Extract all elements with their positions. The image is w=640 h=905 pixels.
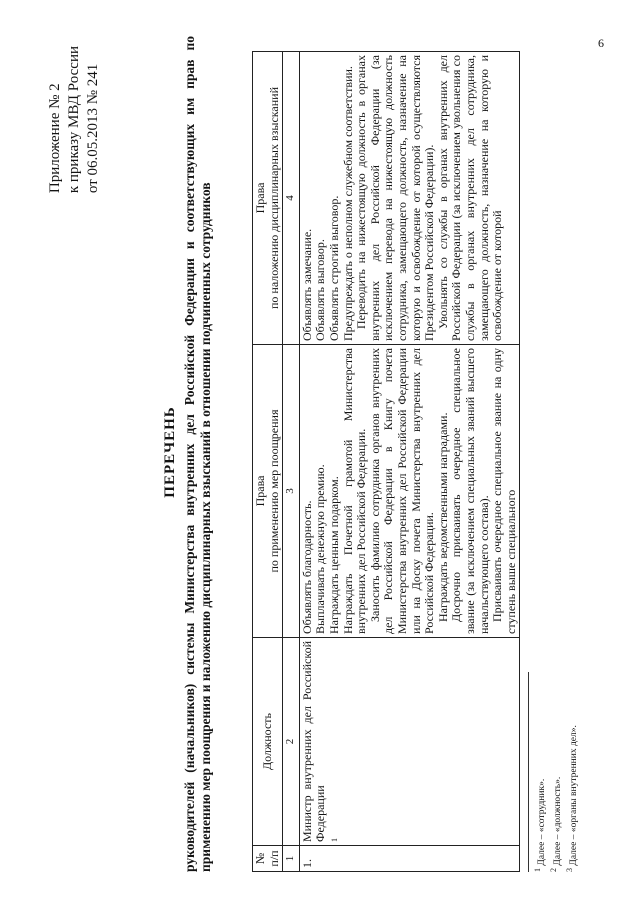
- header-penalties-title: Права: [253, 182, 267, 214]
- reward-item: Присваивать очередное специальное звание на одну ступень выше специального: [490, 348, 518, 634]
- reward-item: Награждать Почетной грамотой Министерства внутренних дел Российской Федерации.: [340, 348, 369, 634]
- footnote-ref: 1: [329, 838, 339, 842]
- footnotes: [528, 472, 580, 872]
- header-rewards-sub: по применению мер поощрения: [266, 409, 281, 573]
- reward-item: Досрочно присваивать очередное специальное звание (за исключением специальных званий высшего начальствующего состава).: [449, 348, 491, 634]
- annex-line-2: к приказу МВД России: [66, 46, 82, 194]
- footnote-3: $^3$ Далее – «органы внутренних дел».: [565, 725, 580, 872]
- penalty-item: Объявлять выговор.: [313, 239, 328, 341]
- table-header-row: [253, 52, 283, 872]
- penalty-item: Объявлять строгий выговор.: [326, 195, 341, 341]
- reward-item: Награждать ведомственными наградами.: [435, 412, 450, 622]
- rotated-page-content: [40, 32, 600, 872]
- footnote-text: Далее – «органы внутренних дел».: [569, 725, 580, 866]
- page-number: 6: [598, 36, 604, 50]
- row-num: 1.: [299, 846, 520, 872]
- document-title: ПЕРЕЧЕНЬ: [162, 406, 178, 498]
- penalty-item: Увольнять со службы в органах внутренних дел Российской Федерации (за исключением увольнения со службы в органах внутренних дел сотрудника, замещающего должность, назначение на которую и освобождение от которой: [435, 55, 505, 341]
- header-penalties: [253, 52, 283, 345]
- annex-line-1: Приложение № 2: [47, 83, 63, 194]
- rights-table: [252, 51, 520, 872]
- header-rewards: [253, 345, 283, 638]
- penalty-item: Переводить на нижестоящую должность в органах внутренних дел Российской Федерации (за исключением перевода на нижестоящую должность сотрудника, замещающего должность, назначение на которую и освобождение от которой осуществляются Президентом Российской Федерации).: [354, 55, 437, 341]
- row-position: [299, 638, 520, 846]
- penalty-item: Объявлять замечание.: [299, 228, 314, 341]
- footnote-2: $^2$ Далее – «должность».: [549, 776, 564, 872]
- column-number-row: [283, 52, 300, 872]
- reward-item: Награждать ценным подарком.: [326, 476, 341, 634]
- row-penalties: [299, 52, 520, 345]
- header-position: Должность: [253, 638, 283, 846]
- header-penalties-sub: по наложению дисциплинарных взысканий: [266, 86, 281, 310]
- penalty-item: Предупреждать о неполном служебном соответствии.: [340, 66, 355, 341]
- reward-item: Объявлять благодарность.: [299, 500, 314, 634]
- footnote-text: Далее – «сотрудник».: [537, 778, 548, 866]
- row-rewards: [299, 345, 520, 638]
- col-number: 3: [283, 345, 300, 638]
- footnote-1: $^1$ Далее – «сотрудник».: [533, 778, 548, 872]
- footnote-rule: [528, 672, 529, 872]
- table-row: [299, 52, 520, 872]
- annex-line-3: от 06.05.2013 № 241: [85, 63, 101, 194]
- col-number: 1: [283, 846, 300, 872]
- col-number: 2: [283, 638, 300, 846]
- document-subtitle: руководителей (начальников) системы Министерства внутренних дел Российской Федерации и соответствующих им прав по применению мер поощрения и наложению дисциплинарных взысканий в отношении подчиненных сотрудников: [182, 36, 213, 872]
- header-num: № п/п: [253, 846, 283, 872]
- position-text: Министр внутренних дел Российской Федерации: [299, 641, 328, 842]
- footnote-text: Далее – «должность».: [553, 776, 564, 866]
- reward-item: Выплачивать денежную премию.: [313, 464, 328, 634]
- reward-item: Заносить фамилию сотрудника органов внутренних дел Российской Федерации в Книгу почета Министерства внутренних дел Российской Федерации или на Доску почета Министерства внутренних дел Российской Федерации.: [367, 348, 437, 634]
- annex-block: [46, 46, 103, 193]
- col-number: 4: [283, 52, 300, 345]
- header-rewards-title: Права: [253, 475, 267, 507]
